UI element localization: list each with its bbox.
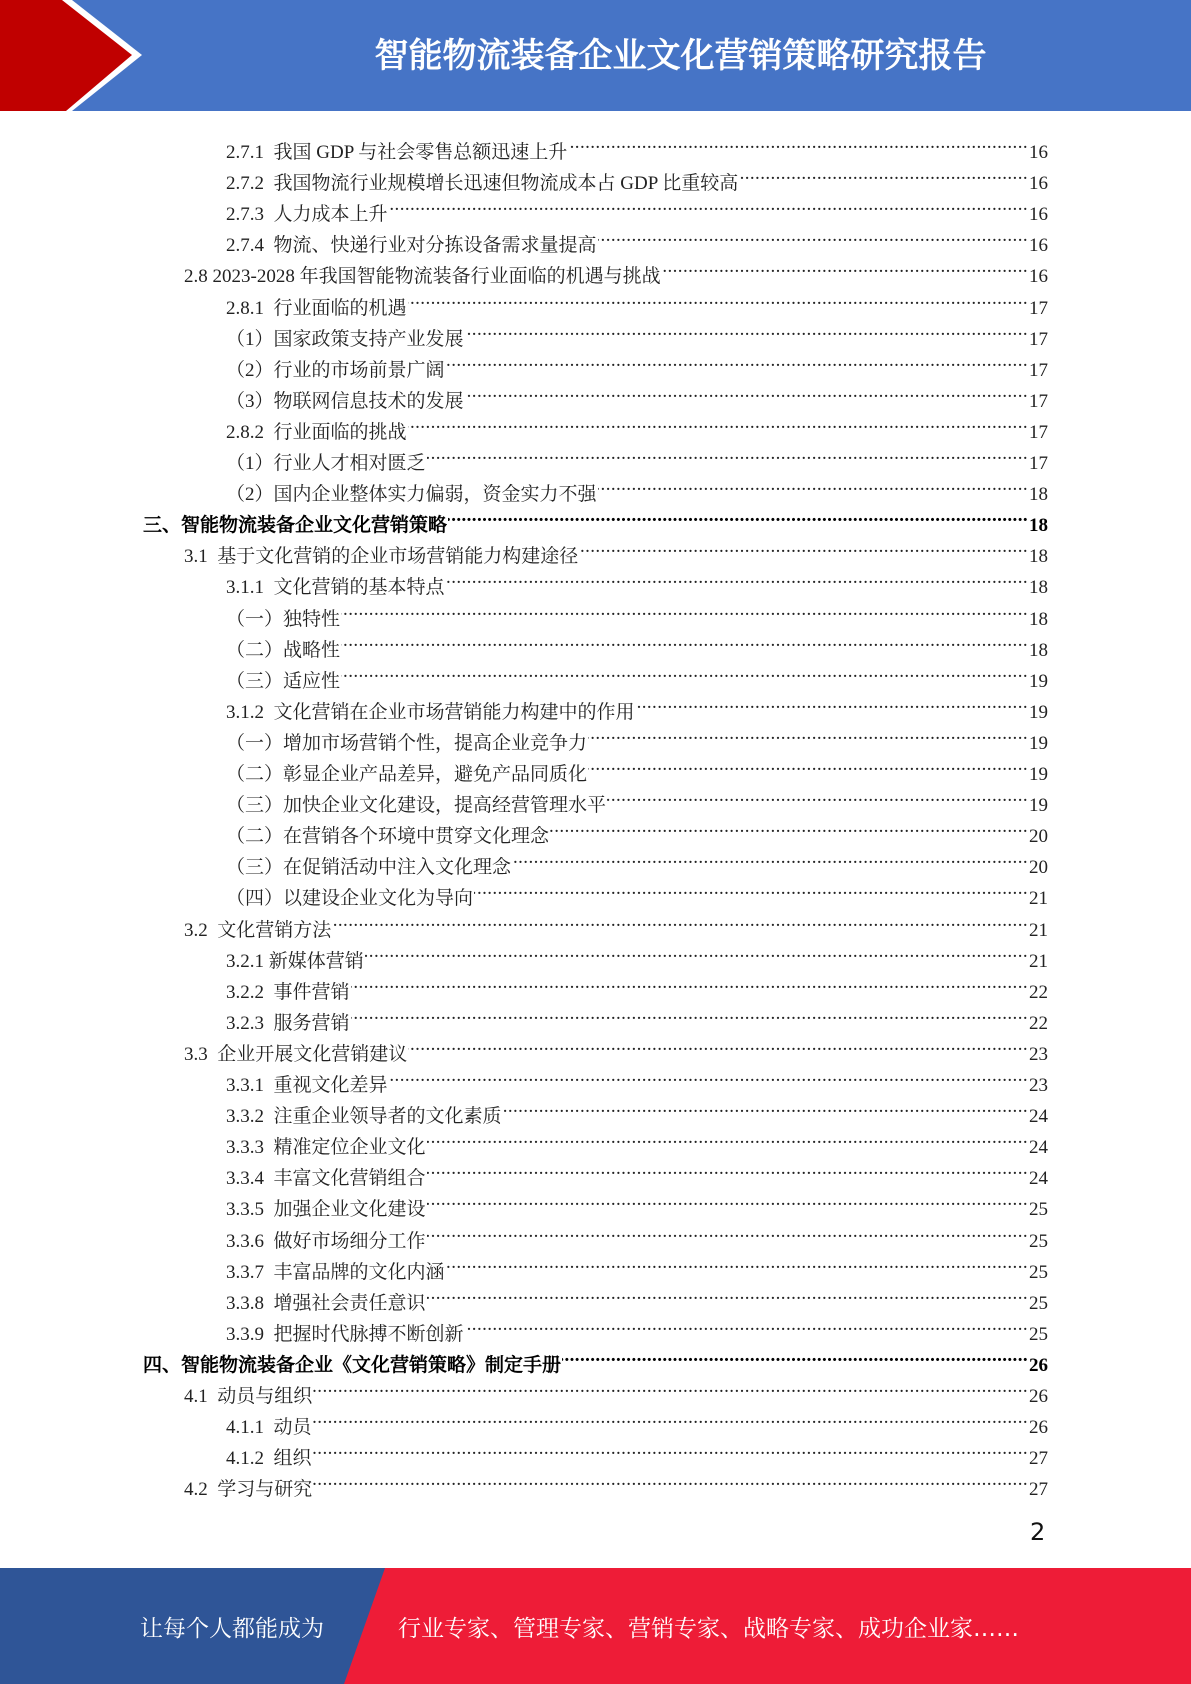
toc-entry-page: 24 [1029, 1106, 1048, 1128]
toc-leader-dots [474, 873, 1028, 904]
toc-entry-page: 23 [1029, 1075, 1048, 1096]
toc-entry-page: 26 [1029, 1417, 1048, 1439]
toc-entry-title: 3.2.2 事件营销 [226, 981, 350, 1003]
toc-entry-title: 3.3.1 重视文化差异 [226, 1075, 388, 1096]
toc-entry[interactable] [226, 998, 1048, 1034]
toc-leader-dots [446, 345, 1028, 376]
toc-entry[interactable] [226, 842, 1048, 879]
toc-entry-page: 22 [1029, 981, 1048, 1003]
toc-entry[interactable] [184, 1464, 1048, 1501]
toc-entry-page: 21 [1029, 888, 1048, 910]
toc-leader-dots [588, 749, 1028, 780]
toc-entry-title: 2.7.4 物流、快递行业对分拣设备需求量提高 [226, 235, 597, 257]
toc-entry-page: 27 [1029, 1479, 1048, 1501]
toc-leader-dots [408, 283, 1028, 314]
toc-entry[interactable] [226, 1184, 1048, 1221]
toc-entry-page: 17 [1029, 359, 1048, 381]
toc-entry-title: （四）以建设企业文化为导向 [226, 888, 474, 910]
toc-leader-dots [341, 625, 1028, 656]
toc-entry[interactable] [184, 1029, 1048, 1065]
toc-entry-title: 3.1.1 文化营销的基本特点 [226, 577, 445, 599]
toc-entry-page: 16 [1029, 204, 1048, 226]
toc-entry-page: 24 [1029, 1168, 1048, 1190]
toc-entry[interactable] [226, 656, 1048, 692]
toc-entry[interactable] [226, 562, 1048, 599]
toc-entry[interactable] [226, 314, 1048, 350]
toc-entry-title: 2.8.2 行业面临的挑战 [226, 421, 407, 443]
toc-entry-page: 21 [1029, 919, 1048, 941]
toc-entry-page: 19 [1029, 795, 1048, 817]
toc-entry[interactable] [143, 500, 1048, 537]
toc-leader-dots [562, 1340, 1028, 1371]
toc-entry[interactable] [226, 1091, 1048, 1128]
toc-entry-title: （二）在营销各个环境中贯穿文化理念 [226, 826, 550, 848]
toc-leader-dots [550, 811, 1028, 842]
toc-leader-dots [446, 1247, 1028, 1278]
toc-entry-page: 20 [1029, 857, 1048, 879]
toc-entry-title: （1）行业人才相对匮乏 [226, 453, 426, 474]
toc-leader-dots [465, 376, 1028, 407]
toc-entry-page: 24 [1029, 1137, 1048, 1159]
toc-entry-title: 2.7.3 人力成本上升 [226, 204, 388, 226]
toc-entry[interactable] [226, 283, 1048, 319]
toc-entry-title: 3.2 文化营销方法 [184, 919, 332, 941]
toc-entry-page: 25 [1029, 1261, 1048, 1283]
report-title: 智能物流装备企业文化营销策略研究报告 [374, 36, 987, 76]
toc-entry[interactable] [226, 376, 1048, 412]
toc-entry-page: 19 [1029, 764, 1048, 785]
toc-leader-dots [408, 1029, 1028, 1060]
toc-entry-page: 16 [1029, 142, 1048, 163]
footer-banner [0, 1568, 1191, 1684]
toc-entry[interactable] [226, 158, 1048, 195]
toc-leader-dots [365, 936, 1028, 967]
toc-leader-dots [568, 127, 1028, 158]
toc-entry-page: 17 [1029, 297, 1048, 319]
toc-entry-title: （3）物联网信息技术的发展 [226, 390, 464, 412]
toc-leader-dots [662, 251, 1028, 282]
toc-leader-dots [427, 1153, 1028, 1184]
toc-leader-dots [607, 780, 1028, 811]
toc-entry[interactable] [226, 220, 1048, 257]
toc-entry-title: 3.3.2 注重企业领导者的文化素质 [226, 1106, 502, 1128]
toc-entry-title: （三）适应性 [226, 670, 341, 692]
toc-entry[interactable] [226, 438, 1048, 474]
toc-leader-dots [598, 220, 1028, 251]
toc-leader-dots [408, 407, 1028, 438]
toc-entry[interactable] [226, 1153, 1048, 1190]
toc-entry-title: 2.7.2 我国物流行业规模增长迅速但物流成本占 GDP 比重较高 [226, 173, 739, 195]
toc-leader-dots [389, 1060, 1028, 1091]
toc-entry-title: （一）独特性 [226, 608, 341, 630]
toc-entry[interactable] [184, 251, 1048, 288]
toc-leader-dots [448, 500, 1028, 531]
toc-leader-dots [579, 531, 1028, 562]
toc-entry-title: 4.1.2 组织 [226, 1448, 312, 1470]
toc-entry-title: 2.8.1 行业面临的机遇 [226, 297, 407, 319]
toc-leader-dots [636, 687, 1028, 718]
toc-leader-dots [503, 1091, 1028, 1122]
toc-entry-page: 18 [1029, 515, 1048, 537]
toc-entry[interactable] [184, 1371, 1048, 1407]
toc-entry[interactable] [226, 1278, 1048, 1314]
toc-entry-title: 3.2.1 新媒体营销 [226, 950, 364, 972]
toc-entry-page: 18 [1029, 484, 1048, 506]
toc-entry-title: 3.1 基于文化营销的企业市场营销能力构建途径 [184, 546, 579, 568]
toc-entry-page: 20 [1029, 826, 1048, 848]
toc-entry[interactable] [226, 469, 1048, 506]
toc-entry-title: （一）增加市场营销个性，提高企业竞争力 [226, 732, 588, 754]
toc-entry[interactable] [226, 718, 1048, 754]
toc-entry[interactable] [226, 189, 1048, 226]
toc-entry-title: 4.1 动员与组织 [184, 1386, 313, 1407]
toc-leader-dots [427, 1278, 1028, 1309]
toc-entry-title: 3.3.9 把握时代脉搏不断创新 [226, 1323, 464, 1345]
toc-entry-page: 17 [1029, 453, 1048, 474]
toc-leader-dots [446, 562, 1028, 593]
toc-entry[interactable] [226, 1309, 1048, 1345]
toc-entry[interactable] [226, 873, 1048, 910]
toc-leader-dots [465, 1309, 1028, 1340]
toc-entry[interactable] [226, 1216, 1048, 1252]
toc-entry[interactable] [226, 594, 1048, 630]
toc-entry[interactable] [226, 1122, 1048, 1159]
toc-entry-page: 18 [1029, 639, 1048, 661]
toc-entry-page: 18 [1029, 577, 1048, 599]
toc-leader-dots [313, 1402, 1028, 1433]
footer-slogan-right: 行业专家、管理专家、营销专家、战略专家、成功企业家…… [398, 1615, 1019, 1642]
toc-entry-page: 26 [1029, 1354, 1048, 1376]
toc-leader-dots [427, 1184, 1028, 1215]
toc-entry-page: 16 [1029, 173, 1048, 195]
toc-entry-page: 18 [1029, 608, 1048, 630]
toc-leader-dots [427, 438, 1028, 469]
toc-entry-page: 25 [1029, 1323, 1048, 1345]
toc-entry-title: （三）在促销活动中注入文化理念 [226, 857, 512, 879]
toc-entry[interactable] [226, 1060, 1048, 1096]
toc-entry[interactable] [226, 1433, 1048, 1470]
toc-entry-title: 3.1.2 文化营销在企业市场营销能力构建中的作用 [226, 701, 635, 723]
toc-entry-page: 25 [1029, 1199, 1048, 1221]
toc-leader-dots [313, 1464, 1028, 1495]
toc-entry-title: 3.3.8 增强社会责任意识 [226, 1292, 426, 1314]
toc-entry[interactable] [143, 1340, 1048, 1376]
toc-entry[interactable] [184, 531, 1048, 568]
toc-entry-title: （2）国内企业整体实力偏弱，资金实力不强 [226, 484, 597, 506]
toc-leader-dots [351, 998, 1028, 1029]
toc-leader-dots [512, 842, 1028, 873]
toc-entry-page: 27 [1029, 1448, 1048, 1470]
toc-entry[interactable] [226, 749, 1048, 785]
toc-leader-dots [427, 1122, 1028, 1153]
toc-entry-title: 3.3.3 精准定位企业文化 [226, 1137, 426, 1159]
toc-entry[interactable] [184, 905, 1048, 941]
toc-entry[interactable] [226, 625, 1048, 661]
toc-entry-page: 17 [1029, 390, 1048, 412]
toc-leader-dots [598, 469, 1028, 500]
toc-leader-dots [341, 594, 1028, 625]
footer-slogan-left: 让每个人都能成为 [140, 1615, 324, 1642]
toc-leader-dots [588, 718, 1028, 749]
toc-entry-title: （1）国家政策支持产业发展 [226, 328, 464, 350]
toc-entry-page: 23 [1029, 1043, 1048, 1065]
toc-entry-page: 19 [1029, 732, 1048, 754]
toc-entry-title: 3.3.7 丰富品牌的文化内涵 [226, 1261, 445, 1283]
toc-entry[interactable] [226, 687, 1048, 723]
toc-entry-title: 4.2 学习与研究 [184, 1479, 313, 1501]
toc-entry-page: 19 [1029, 670, 1048, 692]
toc-entry-title: 三、智能物流装备企业文化营销策略 [143, 515, 448, 537]
toc-entry-page: 22 [1029, 1012, 1048, 1034]
toc-entry-page: 16 [1029, 235, 1048, 257]
toc-leader-dots [465, 314, 1028, 345]
toc-entry-title: 3.3 企业开展文化营销建议 [184, 1043, 408, 1065]
toc-entry-title: 3.2.3 服务营销 [226, 1012, 350, 1034]
toc-entry[interactable] [226, 127, 1048, 163]
toc-entry-title: 3.3.5 加强企业文化建设 [226, 1199, 426, 1221]
toc-leader-dots [739, 158, 1028, 189]
toc-entry-page: 17 [1029, 328, 1048, 350]
toc-leader-dots [351, 967, 1028, 998]
toc-entry-page: 25 [1029, 1230, 1048, 1252]
toc-leader-dots [427, 1216, 1028, 1247]
toc-entry[interactable] [226, 1247, 1048, 1283]
toc-leader-dots [341, 656, 1028, 687]
toc-entry-page: 18 [1029, 546, 1048, 568]
toc-entry-page: 16 [1029, 266, 1048, 288]
toc-entry[interactable] [226, 967, 1048, 1003]
header-banner [0, 0, 1191, 111]
toc-entry[interactable] [226, 345, 1048, 381]
toc-entry-page: 17 [1029, 421, 1048, 443]
toc-entry-title: 四、智能物流装备企业《文化营销策略》制定手册 [143, 1354, 562, 1376]
toc-entry-title: 3.3.4 丰富文化营销组合 [226, 1168, 426, 1190]
toc-entry-title: 4.1.1 动员 [226, 1417, 312, 1439]
toc-entry[interactable] [226, 1402, 1048, 1439]
toc-entry-title: （三）加快企业文化建设，提高经营管理水平 [226, 795, 607, 817]
toc-entry[interactable] [226, 936, 1048, 972]
toc-entry-title: （二）彰显企业产品差异，避免产品同质化 [226, 764, 588, 785]
toc-entry[interactable] [226, 407, 1048, 443]
toc-entry-page: 21 [1029, 950, 1048, 972]
toc-entry[interactable] [226, 780, 1048, 817]
toc-entry-page: 26 [1029, 1386, 1048, 1407]
toc-entry-title: 3.3.6 做好市场细分工作 [226, 1230, 426, 1252]
toc-entry-page: 25 [1029, 1292, 1048, 1314]
toc-entry-title: （二）战略性 [226, 639, 341, 661]
page-number: 2 [1030, 1518, 1046, 1546]
toc-entry-page: 19 [1029, 701, 1048, 723]
toc-entry-title: （2）行业的市场前景广阔 [226, 359, 445, 381]
toc-leader-dots [332, 905, 1028, 936]
toc-leader-dots [389, 189, 1028, 220]
toc-entry[interactable] [226, 811, 1048, 848]
toc-leader-dots [313, 1433, 1028, 1464]
toc-leader-dots [313, 1371, 1028, 1402]
toc-entry-title: 2.8 2023-2028 年我国智能物流装备行业面临的机遇与挑战 [184, 266, 661, 288]
toc-entry-title: 2.7.1 我国 GDP 与社会零售总额迅速上升 [226, 142, 568, 163]
